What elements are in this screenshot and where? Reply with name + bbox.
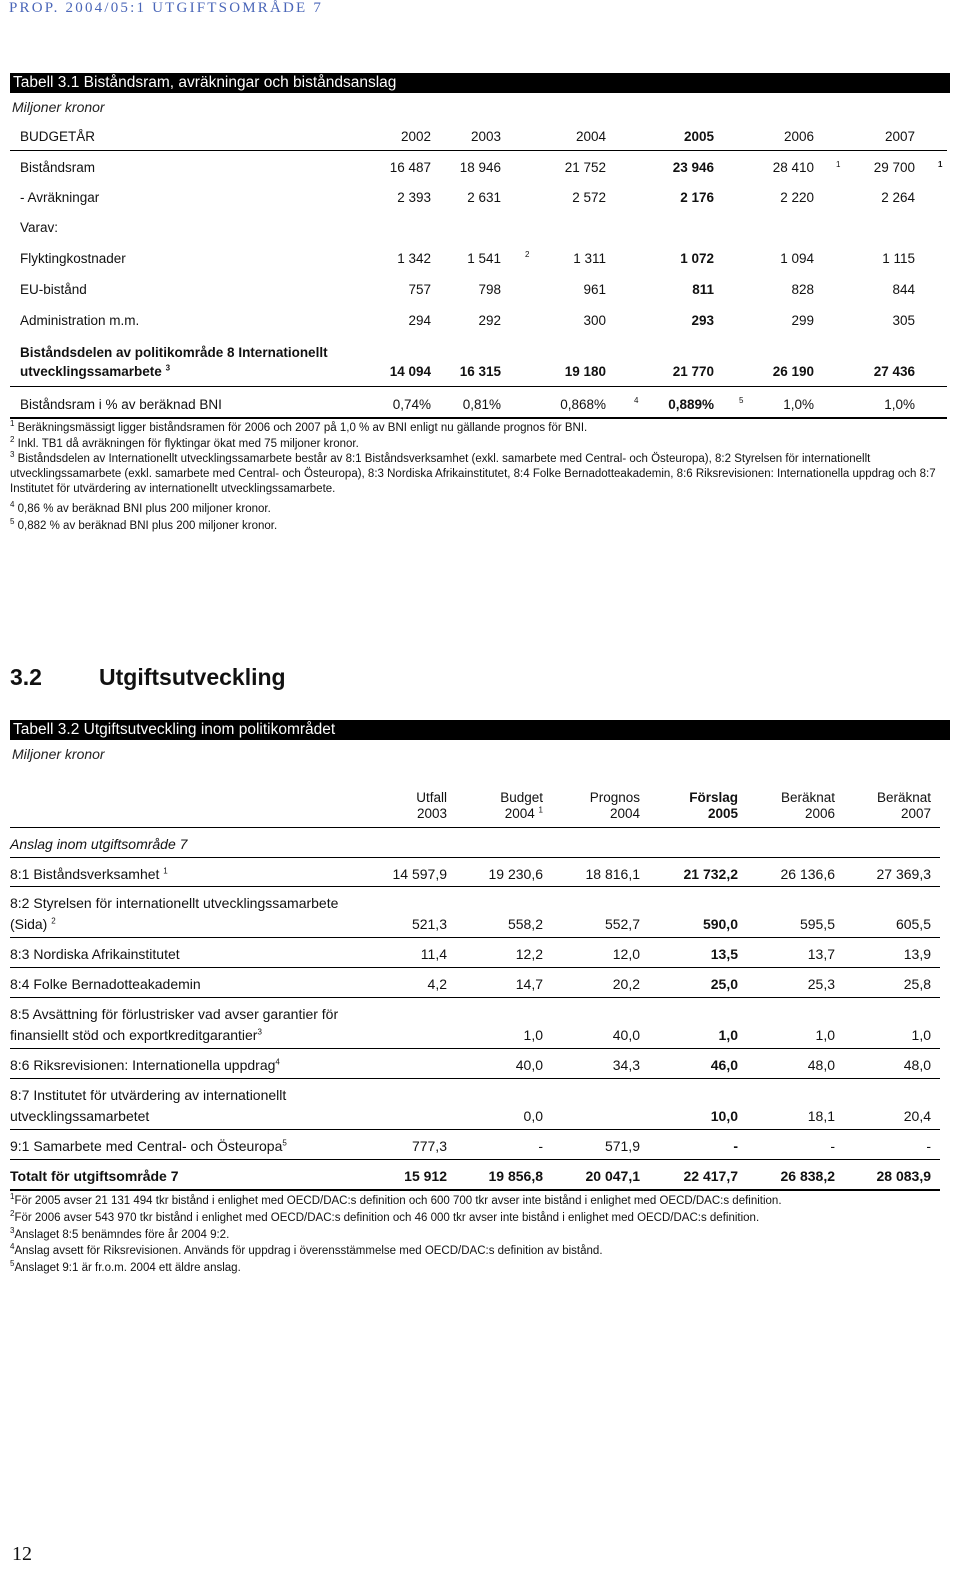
cell: 1 115 xyxy=(882,251,915,266)
row-rule xyxy=(10,886,940,887)
table1-unit: Miljoner kronor xyxy=(12,99,105,115)
row-rule xyxy=(10,1129,940,1130)
row-label-text: utvecklingssamarbete xyxy=(20,364,162,379)
table2-bottom-rule xyxy=(10,1189,940,1191)
cell: 21 752 xyxy=(564,160,606,175)
table2-footnote xyxy=(10,1228,229,1242)
col-header xyxy=(550,790,640,822)
row-rule xyxy=(10,1159,940,1160)
cell: 4,2 xyxy=(427,976,447,992)
cell: 40,0 xyxy=(612,1027,640,1043)
col-header-line1: Prognos xyxy=(589,790,640,805)
cell: 20 047,1 xyxy=(585,1168,640,1184)
footnote-marker: 5 xyxy=(739,396,744,405)
table1-year-2007: 2007 xyxy=(884,129,915,144)
table1-title: Tabell 3.1 Biståndsram, avräkningar och biståndsanslag xyxy=(13,74,397,91)
cell: 18 816,1 xyxy=(585,866,640,882)
table2-footnote xyxy=(10,1211,759,1225)
cell: 798 xyxy=(478,282,501,297)
footnote-text: Anslag avsett för Riksrevisionen. Används för uppdrag i överensstämmelse med OECD/DAC:s definition av bistånd. xyxy=(14,1245,603,1257)
subheader-text: Anslag inom utgiftsområde 7 xyxy=(10,836,188,852)
footnote-number: 4 xyxy=(10,1242,15,1252)
footnote-text: Anslaget 9:1 är fr.o.m. 2004 ett äldre anslag. xyxy=(14,1262,241,1274)
cell: 0,889% xyxy=(668,397,714,412)
cell: 1,0% xyxy=(783,397,814,412)
cell: - xyxy=(830,1138,835,1154)
cell: 25,3 xyxy=(807,976,835,992)
col-header-line2: 2004 xyxy=(609,806,640,821)
cell: 1,0 xyxy=(815,1027,835,1043)
col-header-line2: 2005 xyxy=(707,806,738,821)
cell: 1,0 xyxy=(523,1027,543,1043)
row-label: 8:3 Nordiska Afrikainstitutet xyxy=(10,946,180,962)
cell: 16 315 xyxy=(459,364,501,379)
cell: 2 572 xyxy=(572,190,606,205)
cell: 23 946 xyxy=(672,160,714,175)
cell: 14,7 xyxy=(515,976,543,992)
cell: 1 094 xyxy=(780,251,814,266)
table2-title: Tabell 3.2 Utgiftsutveckling inom politikområdet xyxy=(13,721,336,738)
cell: 26 838,2 xyxy=(780,1168,835,1184)
row-label-text: 8:1 Biståndsverksamhet xyxy=(10,866,160,882)
row-label xyxy=(10,916,56,933)
cell: 15 912 xyxy=(404,1168,447,1184)
cell: 21 732,2 xyxy=(683,866,738,882)
cell: 18,1 xyxy=(807,1108,835,1124)
row-label: Varav: xyxy=(20,220,59,235)
footnote-text: För 2005 avser 21 131 494 tkr bistånd i enlighet med OECD/DAC:s definition och 600 700 tkr avser inte bistånd i enlighet med OECD/DAC:s definition. xyxy=(14,1195,782,1207)
footnote-number: 5 xyxy=(10,1259,15,1269)
cell: 305 xyxy=(892,313,915,328)
row-label: 8:5 Avsättning för förlustrisker vad avser garantier för xyxy=(10,1006,339,1022)
section-number: 3.2 xyxy=(10,664,42,690)
cell: 0,0 xyxy=(523,1108,543,1124)
row-rule xyxy=(10,937,940,938)
row-label: - Avräkningar xyxy=(20,190,100,205)
cell: 16 487 xyxy=(389,160,431,175)
footnote-marker: 1 xyxy=(538,805,543,815)
cell: 1,0 xyxy=(718,1027,738,1043)
row-label-text: 9:1 Samarbete med Central- och Östeuropa xyxy=(10,1138,283,1154)
cell: 0,868% xyxy=(560,397,606,412)
table1-year-2005: 2005 xyxy=(683,129,714,144)
table1-year-2006: 2006 xyxy=(783,129,814,144)
row-label: 8:7 Institutet för utvärdering av internationellt xyxy=(10,1087,287,1103)
footnote-marker: 5 xyxy=(282,1138,287,1148)
table2-unit: Miljoner kronor xyxy=(12,746,105,762)
row-label: 8:2 Styrelsen för internationellt utvecklingssamarbete xyxy=(10,895,339,911)
footnote-marker: 2 xyxy=(51,916,56,926)
footnote-number: 2 xyxy=(10,1209,15,1219)
cell: 2 393 xyxy=(397,190,431,205)
col-header xyxy=(357,790,447,822)
cell: 14 094 xyxy=(389,364,431,379)
footnote-number: 1 xyxy=(10,1192,15,1202)
cell: 1,0 xyxy=(911,1027,931,1043)
cell: - xyxy=(733,1138,738,1154)
cell: 300 xyxy=(583,313,606,328)
row-label: 8:4 Folke Bernadotteakademin xyxy=(10,976,201,992)
cell: 844 xyxy=(892,282,915,297)
table2 xyxy=(10,0,943,1300)
cell: 552,7 xyxy=(604,916,640,932)
cell: - xyxy=(926,1138,931,1154)
cell: 521,3 xyxy=(411,916,447,932)
cell: 13,9 xyxy=(903,946,931,962)
row-label-text: 8:6 Riksrevisionen: Internationella uppdrag xyxy=(10,1057,276,1073)
row-label xyxy=(10,1057,280,1074)
row-rule xyxy=(10,967,940,968)
cell: 11,4 xyxy=(420,946,447,962)
footnote-text: Anslaget 8:5 benämndes före år 2004 9:2. xyxy=(14,1229,230,1241)
cell: 294 xyxy=(408,313,431,328)
page-header: PROP. 2004/05:1 UTGIFTSOMRÅDE 7 xyxy=(9,0,324,16)
cell: 2 220 xyxy=(780,190,814,205)
footnote-marker: 3 xyxy=(257,1027,262,1037)
footnote-number: 4 xyxy=(10,500,15,510)
row-label: utvecklingssamarbetet xyxy=(10,1108,150,1124)
row-label: Flyktingkostnader xyxy=(20,251,126,266)
cell: 590,0 xyxy=(702,916,738,932)
cell: 13,7 xyxy=(807,946,835,962)
cell: 1 311 xyxy=(573,251,606,266)
cell: 10,0 xyxy=(710,1108,738,1124)
cell: 811 xyxy=(692,282,714,297)
footnote-text: Beräkningsmässigt ligger biståndsramen för 2006 och 2007 på 1,0 % av BNI enligt nu gällande prognos för BNI. xyxy=(17,422,588,434)
footnote-marker: 1 xyxy=(836,160,841,169)
row-label xyxy=(10,1027,262,1044)
col-header-line1: Budget xyxy=(500,790,543,805)
cell: 595,5 xyxy=(799,916,835,932)
cell: - xyxy=(538,1138,543,1154)
cell: 48,0 xyxy=(807,1057,835,1073)
cell: 27 436 xyxy=(873,364,915,379)
cell: 571,9 xyxy=(604,1138,640,1154)
col-header-line2: 2007 xyxy=(900,806,931,821)
row-label: Biståndsram xyxy=(20,160,96,175)
cell: 19 180 xyxy=(564,364,606,379)
table2-footnote xyxy=(10,1261,241,1275)
section-title: Utgiftsutveckling xyxy=(99,664,286,690)
footnote-marker: 3 xyxy=(165,363,171,373)
footnote-number: 2 xyxy=(10,435,15,445)
table2-header-rule xyxy=(10,827,940,828)
cell: 19 230,6 xyxy=(488,866,543,882)
cell: 961 xyxy=(583,282,606,297)
row-label xyxy=(10,1138,287,1155)
cell: 0,81% xyxy=(462,397,501,412)
cell: 26 190 xyxy=(772,364,814,379)
col-header-line2: 2003 xyxy=(416,806,447,821)
cell: 12,2 xyxy=(515,946,543,962)
cell: 46,0 xyxy=(710,1057,738,1073)
cell: 28 410 xyxy=(772,160,814,175)
row-label-text: (Sida) xyxy=(10,916,48,932)
cell: 27 369,3 xyxy=(876,866,931,882)
cell: 18 946 xyxy=(459,160,501,175)
cell: 293 xyxy=(691,313,714,328)
cell: 1 342 xyxy=(397,251,431,266)
cell: 828 xyxy=(791,282,814,297)
cell: 48,0 xyxy=(903,1057,931,1073)
col-header-line2: 2004 xyxy=(504,806,535,821)
col-header xyxy=(841,790,931,822)
footnote-text: Biståndsdelen av Internationellt utvecklingssamarbete består av 8:1 Biståndsverksamhet (exkl. samarbete med Central- och Östeuropa), 8:2 Styrelsen för internationellt utvecklingssamarbete (exkl. samarbete med Central- och Östeuropa), 8:3 Nordiska Afrikainstitutet, 8:4 Folke Bernadotteakademin, 8:6 Riksrevisionen: Internationella uppdrag och 8:7 Institutet för utvärdering av internationellt utvecklingssamarbete. xyxy=(10,453,936,495)
table2-subheader-rule xyxy=(10,857,940,858)
footnote-marker: 2 xyxy=(525,250,530,259)
cell: 40,0 xyxy=(515,1057,543,1073)
cell: 292 xyxy=(478,313,501,328)
table1-year-2004: 2004 xyxy=(575,129,606,144)
cell: 34,3 xyxy=(612,1057,640,1073)
table2-footnote xyxy=(10,1244,603,1258)
col-header xyxy=(648,790,738,822)
cell: 777,3 xyxy=(411,1138,447,1154)
cell: 0,74% xyxy=(392,397,431,412)
cell: 28 083,9 xyxy=(876,1168,931,1184)
footnote-number: 3 xyxy=(10,450,15,460)
cell: 1,0% xyxy=(884,397,915,412)
cell: 25,0 xyxy=(710,976,738,992)
footnote-number: 1 xyxy=(10,419,15,429)
table2-footnote xyxy=(10,1194,782,1208)
footnote-marker: 4 xyxy=(634,396,639,405)
cell: 605,5 xyxy=(895,916,931,932)
cell: 29 700 xyxy=(873,160,915,175)
cell: 1 541 xyxy=(467,251,501,266)
cell: 13,5 xyxy=(710,946,738,962)
table1-header-label: BUDGETÅR xyxy=(20,129,96,144)
cell: 757 xyxy=(408,282,431,297)
col-header-line1: Beräknat xyxy=(876,790,931,805)
cell: 12,0 xyxy=(612,946,640,962)
row-label xyxy=(10,866,168,883)
cell: 14 597,9 xyxy=(392,866,447,882)
cell: 26 136,6 xyxy=(780,866,835,882)
cell: 25,8 xyxy=(903,976,931,992)
footnote-text: Inkl. TB1 då avräkningen för flyktingar ökat med 75 miljoner kronor. xyxy=(17,438,359,450)
row-label: Administration m.m. xyxy=(20,313,140,328)
cell: 21 770 xyxy=(672,364,714,379)
cell: 20,2 xyxy=(612,976,640,992)
col-header-line1: Förslag xyxy=(689,790,738,805)
page-number: 12 xyxy=(12,1543,32,1565)
col-header-line2: 2006 xyxy=(804,806,835,821)
cell: 1 072 xyxy=(680,251,714,266)
row-label: Biståndsdelen av politikområde 8 Internationellt xyxy=(20,345,328,360)
table1-year-2003: 2003 xyxy=(470,129,501,144)
cell: 2 631 xyxy=(467,190,501,205)
row-label: EU-bistånd xyxy=(20,282,87,297)
footnote-marker: 1 xyxy=(163,866,168,876)
cell: 2 264 xyxy=(881,190,915,205)
footnote-marker: 1 xyxy=(938,160,943,169)
col-header-line1: Utfall xyxy=(416,790,447,805)
footnote-text: För 2006 avser 543 970 tkr bistånd i enlighet med OECD/DAC:s definition och 46 000 tkr avser inte bistånd i enlighet med OECD/DAC:s definition. xyxy=(14,1212,760,1224)
cell: 558,2 xyxy=(507,916,543,932)
table1-year-2002: 2002 xyxy=(400,129,431,144)
cell: 299 xyxy=(791,313,814,328)
footnote-number: 5 xyxy=(10,517,15,527)
cell: 20,4 xyxy=(903,1108,931,1124)
cell: 22 417,7 xyxy=(683,1168,738,1184)
col-header xyxy=(745,790,835,822)
cell: 19 856,8 xyxy=(488,1168,543,1184)
row-rule xyxy=(10,997,940,998)
cell: 2 176 xyxy=(680,190,714,205)
footnote-number: 3 xyxy=(10,1226,15,1236)
footnote-text: 0,882 % av beräknad BNI plus 200 miljoner kronor. xyxy=(17,520,278,532)
col-header-line1: Beräknat xyxy=(780,790,835,805)
row-label-text: finansiellt stöd och exportkreditgarantier xyxy=(10,1027,258,1043)
row-label: Biståndsram i % av beräknad BNI xyxy=(20,397,222,412)
row-rule xyxy=(10,1078,940,1079)
total-label: Totalt för utgiftsområde 7 xyxy=(10,1168,179,1184)
row-rule xyxy=(10,1048,940,1049)
footnote-marker: 4 xyxy=(275,1057,280,1067)
col-header xyxy=(453,790,543,822)
footnote-text: 0,86 % av beräknad BNI plus 200 miljoner kronor. xyxy=(17,503,271,515)
